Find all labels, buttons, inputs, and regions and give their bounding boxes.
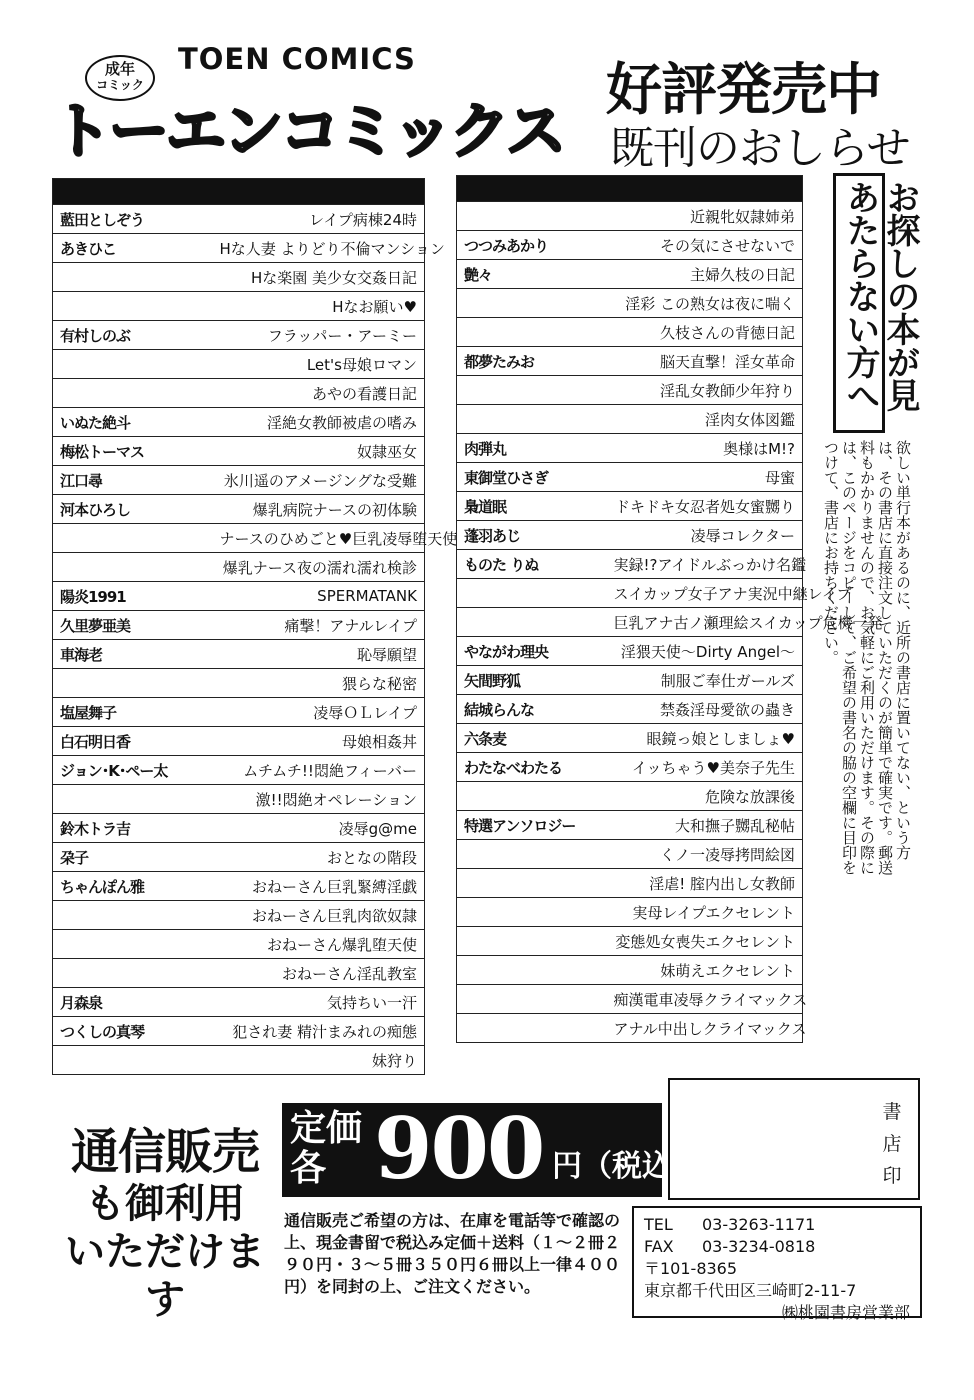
badge-line1: 成年 [104, 60, 135, 78]
author-cell [53, 669, 213, 698]
title-cell: 激!!悶絶オペレーション [213, 785, 425, 814]
postal-code: 〒101-8365 [644, 1259, 738, 1278]
author-cell: 月森泉 [53, 988, 213, 1017]
title-cell: 凌辱ＯＬレイプ [213, 698, 425, 727]
title-cell: 猥らな秘密 [213, 669, 425, 698]
title-cell: その気にさせないで [607, 231, 803, 260]
author-cell: ものた りぬ [457, 550, 607, 579]
title-cell: 恥辱願望 [213, 640, 425, 669]
author-cell [53, 785, 213, 814]
table-row [457, 260, 803, 289]
badge-line2: コミック [96, 78, 144, 92]
table-row [457, 550, 803, 579]
search-notice-box [833, 173, 920, 433]
title-cell: 痛撃！アナルレイプ [213, 611, 425, 640]
table-row [53, 756, 425, 785]
table-row [53, 1046, 425, 1075]
title-cell: 禁姦淫母愛欲の蟲き [607, 695, 803, 724]
fax-number: 03-3234-0818 [702, 1237, 816, 1256]
title-cell: 痴漢電車凌辱クライマックス [607, 985, 803, 1014]
search-notice-body: 欲しい単行本があるのに、近所の書店に置いてない、という方は、その書店に直接注文していただくのが簡単で確実です。郵送料もかかりませんので、お気軽にご利用いただけます。その際には、このページをコピーして、ご希望の書名の脇の空欄に目印をつけて、書店にお持ちください。 [822, 440, 912, 875]
title-cell: 脳天直撃！淫女革命 [607, 347, 803, 376]
title-cell: 淫肉女体図鑑 [607, 405, 803, 434]
table-row [457, 608, 803, 637]
title-cell: 大和撫子嬲乱秘帖 [607, 811, 803, 840]
author-cell [53, 1046, 213, 1075]
mail-order-title [50, 1124, 280, 1324]
title-cell: 爆乳病院ナースの初体験 [213, 495, 425, 524]
title-cell: Hな人妻 よりどり不倫マンション [213, 234, 425, 263]
author-cell: 東御堂ひさぎ [457, 463, 607, 492]
author-cell: やながわ理央 [457, 637, 607, 666]
title-cell: 凌辱コレクター [607, 521, 803, 550]
author-cell: 久里夢亜美 [53, 611, 213, 640]
title-cell: 奥様はM!? [607, 434, 803, 463]
brand-japanese-logo: トーエンコミックス [52, 97, 564, 167]
author-cell: つくしの真琴 [53, 1017, 213, 1046]
table-row [457, 463, 803, 492]
table-row [53, 437, 425, 466]
title-cell: 実母レイプエクセレント [607, 898, 803, 927]
title-cell: 久枝さんの背徳日記 [607, 318, 803, 347]
title-cell: 奴隷巫女 [213, 437, 425, 466]
table-row [53, 698, 425, 727]
author-cell: 六条麦 [457, 724, 607, 753]
contact-box [632, 1206, 922, 1322]
title-cell: 凌辱g@me [213, 814, 425, 843]
table-row [53, 1017, 425, 1046]
author-cell [457, 956, 607, 985]
author-cell [53, 379, 213, 408]
author-cell [457, 579, 607, 608]
author-cell: ちゃんぽん雅 [53, 872, 213, 901]
title-cell: おとなの階段 [213, 843, 425, 872]
table-row [53, 872, 425, 901]
author-cell [53, 524, 213, 553]
title-cell: 近親牝奴隷姉弟 [607, 202, 803, 231]
brand-english-title: TOEN COMICS [178, 42, 416, 76]
author-cell: 結城らんな [457, 695, 607, 724]
title-cell: 気持ちい一汗 [213, 988, 425, 1017]
table-row [53, 408, 425, 437]
author-cell: 肉弾丸 [457, 434, 607, 463]
title-cell: 主婦久枝の日記 [607, 260, 803, 289]
title-cell: 危険な放課後 [607, 782, 803, 811]
author-cell: 都夢たみお [457, 347, 607, 376]
author-cell: 艶々 [457, 260, 607, 289]
title-cell: フラッパー・アーミー [213, 321, 425, 350]
title-cell: 妹萌えエクセレント [607, 956, 803, 985]
title-cell: 淫猥天使〜Dirty Angel〜 [607, 637, 803, 666]
author-cell: 有村しのぶ [53, 321, 213, 350]
author-cell [457, 608, 607, 637]
table-row [457, 956, 803, 985]
author-cell [457, 782, 607, 811]
table-row [457, 231, 803, 260]
title-cell: Hな楽園 美少女交姦日記 [213, 263, 425, 292]
author-cell [457, 289, 607, 318]
title-cell: 淫彩 この熟女は夜に喘く [607, 289, 803, 318]
author-cell [457, 405, 607, 434]
table-row [53, 495, 425, 524]
title-cell: おねーさん淫乱教室 [213, 959, 425, 988]
title-cell: Hなお願い♥ [213, 292, 425, 321]
table-row [457, 434, 803, 463]
tel-row [644, 1214, 910, 1236]
table-row [53, 234, 425, 263]
address: 東京都千代田区三崎町2-11-7 [644, 1281, 857, 1300]
author-cell: いぬた絶斗 [53, 408, 213, 437]
headline: 好評発売中 [606, 58, 881, 123]
title-cell: 制服ご奉仕ガールズ [607, 666, 803, 695]
author-cell [53, 930, 213, 959]
table-row [53, 205, 425, 234]
author-cell: 梟道眠 [457, 492, 607, 521]
title-cell: 淫絶女教師被虐の嗜み [213, 408, 425, 437]
tel-number: 03-3263-1171 [702, 1215, 816, 1234]
table-row [457, 289, 803, 318]
title-cell: 母蜜 [607, 463, 803, 492]
table-row [457, 347, 803, 376]
author-cell: 車海老 [53, 640, 213, 669]
subheadline: 既刊のおしらせ [610, 123, 910, 174]
table-row [53, 292, 425, 321]
author-cell: 白石明日香 [53, 727, 213, 756]
table-row [457, 202, 803, 231]
search-notice-title: お探しの本が見あたらない方へ [840, 180, 920, 411]
mail-title-line2: も御利用 [85, 1181, 245, 1227]
table-row [53, 553, 425, 582]
table-row [53, 814, 425, 843]
mail-title-line3: いただけます [65, 1229, 265, 1323]
table-row [53, 611, 425, 640]
author-cell [457, 840, 607, 869]
table-row [53, 843, 425, 872]
title-cell: アナル中出しクライマックス [607, 1014, 803, 1043]
table-row [457, 492, 803, 521]
author-cell [457, 927, 607, 956]
bookstore-stamp-box [668, 1078, 920, 1200]
title-cell: ムチムチ!!悶絶フィーバー [213, 756, 425, 785]
table-row [457, 666, 803, 695]
table-row [457, 927, 803, 956]
title-cell: あやの看護日記 [213, 379, 425, 408]
title-cell: くノ一凌辱拷問絵図 [607, 840, 803, 869]
author-cell [53, 292, 213, 321]
table-row [53, 640, 425, 669]
title-cell: ドキドキ女忍者処女蜜嬲り [607, 492, 803, 521]
table-row [457, 840, 803, 869]
author-cell: 特選アンソロジー [457, 811, 607, 840]
author-cell [53, 350, 213, 379]
title-cell: 爆乳ナース夜の濡れ濡れ検診 [213, 553, 425, 582]
author-cell [53, 959, 213, 988]
title-cell: おねーさん巨乳肉欲奴隷 [213, 901, 425, 930]
table-row [457, 695, 803, 724]
mail-order-note: 通信販売ご希望の方は、在庫を電話等で確認の上、現金書留で税込み定価＋送料（１〜２冊２９０円・３〜５冊３５０円６冊以上一律４００円）を同封の上、ご注文ください。 [284, 1211, 621, 1296]
table-row [53, 321, 425, 350]
author-cell [457, 376, 607, 405]
table-row [53, 988, 425, 1017]
title-cell: 眼鏡っ娘としましょ♥ [607, 724, 803, 753]
table-row [457, 724, 803, 753]
author-cell: 鈴木トラ吉 [53, 814, 213, 843]
table-row [53, 669, 425, 698]
author-cell: わたなべわたる [457, 753, 607, 782]
table-row [53, 582, 425, 611]
title-cell: SPERMATANK [213, 582, 425, 611]
table-row [53, 263, 425, 292]
price-unit: 円（税込） [552, 1149, 702, 1184]
table-row [457, 1014, 803, 1043]
table-row [457, 782, 803, 811]
table-row [53, 727, 425, 756]
table-row [457, 521, 803, 550]
table-row [457, 405, 803, 434]
title-cell: 妹狩り [213, 1046, 425, 1075]
title-cell: 実録!?アイドルぶっかけ名鑑 [607, 550, 803, 579]
table-row [53, 524, 425, 553]
author-cell: 蓬羽あじ [457, 521, 607, 550]
author-cell [457, 202, 607, 231]
table-row [457, 985, 803, 1014]
author-cell [457, 985, 607, 1014]
author-cell: 梅松トーマス [53, 437, 213, 466]
author-cell [53, 901, 213, 930]
title-cell: ナースのひめごと♥巨乳凌辱堕天使 [213, 524, 425, 553]
title-cell: 母娘相姦丼 [213, 727, 425, 756]
author-cell: 河本ひろし [53, 495, 213, 524]
table-row [53, 379, 425, 408]
table-row [457, 579, 803, 608]
stamp-label: 書店印 [882, 1101, 902, 1187]
title-cell: レイプ病棟24時 [213, 205, 425, 234]
author-cell: 矢間野狐 [457, 666, 607, 695]
price-banner [282, 1099, 702, 1198]
title-cell: 氷川遥のアメージングな受難 [213, 466, 425, 495]
table-header-bar [457, 176, 803, 202]
title-cell: 巨乳アナ古ノ瀬理絵スイカップ危機一発 [607, 608, 803, 637]
title-cell: おねーさん爆乳堕天使 [213, 930, 425, 959]
author-cell: 朶子 [53, 843, 213, 872]
title-cell: Let's母娘ロマン [213, 350, 425, 379]
author-cell [457, 318, 607, 347]
price-label: 定価各 [290, 1108, 363, 1189]
fax-label: FAX [644, 1237, 674, 1256]
author-cell: 陽炎1991 [53, 582, 213, 611]
table-row [457, 637, 803, 666]
title-cell: イッちゃう♥美奈子先生 [607, 753, 803, 782]
author-cell: あきひこ [53, 234, 213, 263]
company-name: ㈱桃園書房営業部 [781, 1303, 910, 1322]
title-cell: 変態処女喪失エクセレント [607, 927, 803, 956]
table-row [457, 318, 803, 347]
title-cell: スイカップ女子アナ実況中継レイプ [607, 579, 803, 608]
title-cell: 犯され妻 精汁まみれの痴態 [213, 1017, 425, 1046]
left-catalog-table [52, 178, 458, 1075]
author-cell: 塩屋舞子 [53, 698, 213, 727]
table-row [53, 930, 425, 959]
mail-title-line1: 通信販売 [70, 1124, 259, 1180]
table-row [53, 466, 425, 495]
author-cell [457, 898, 607, 927]
author-cell: ジョン･K･ペー太 [53, 756, 213, 785]
table-row [53, 785, 425, 814]
table-row [457, 376, 803, 405]
tel-label: TEL [644, 1215, 673, 1234]
author-cell: 藍田としぞう [53, 205, 213, 234]
title-cell: 淫乱女教師少年狩り [607, 376, 803, 405]
author-cell: 江口尋 [53, 466, 213, 495]
author-cell: つつみあかり [457, 231, 607, 260]
title-cell: おねーさん巨乳緊縛淫戯 [213, 872, 425, 901]
table-row [457, 898, 803, 927]
table-row [457, 753, 803, 782]
author-cell [53, 263, 213, 292]
table-row [53, 959, 425, 988]
table-header-bar [53, 179, 425, 205]
price-value: 900 [374, 1099, 544, 1198]
table-row [53, 350, 425, 379]
table-row [53, 901, 425, 930]
table-row [457, 869, 803, 898]
fax-row [644, 1236, 910, 1258]
author-cell [53, 553, 213, 582]
table-row [457, 811, 803, 840]
author-cell [457, 869, 607, 898]
author-cell [457, 1014, 607, 1043]
title-cell: 淫虐! 腟内出し女教師 [607, 869, 803, 898]
